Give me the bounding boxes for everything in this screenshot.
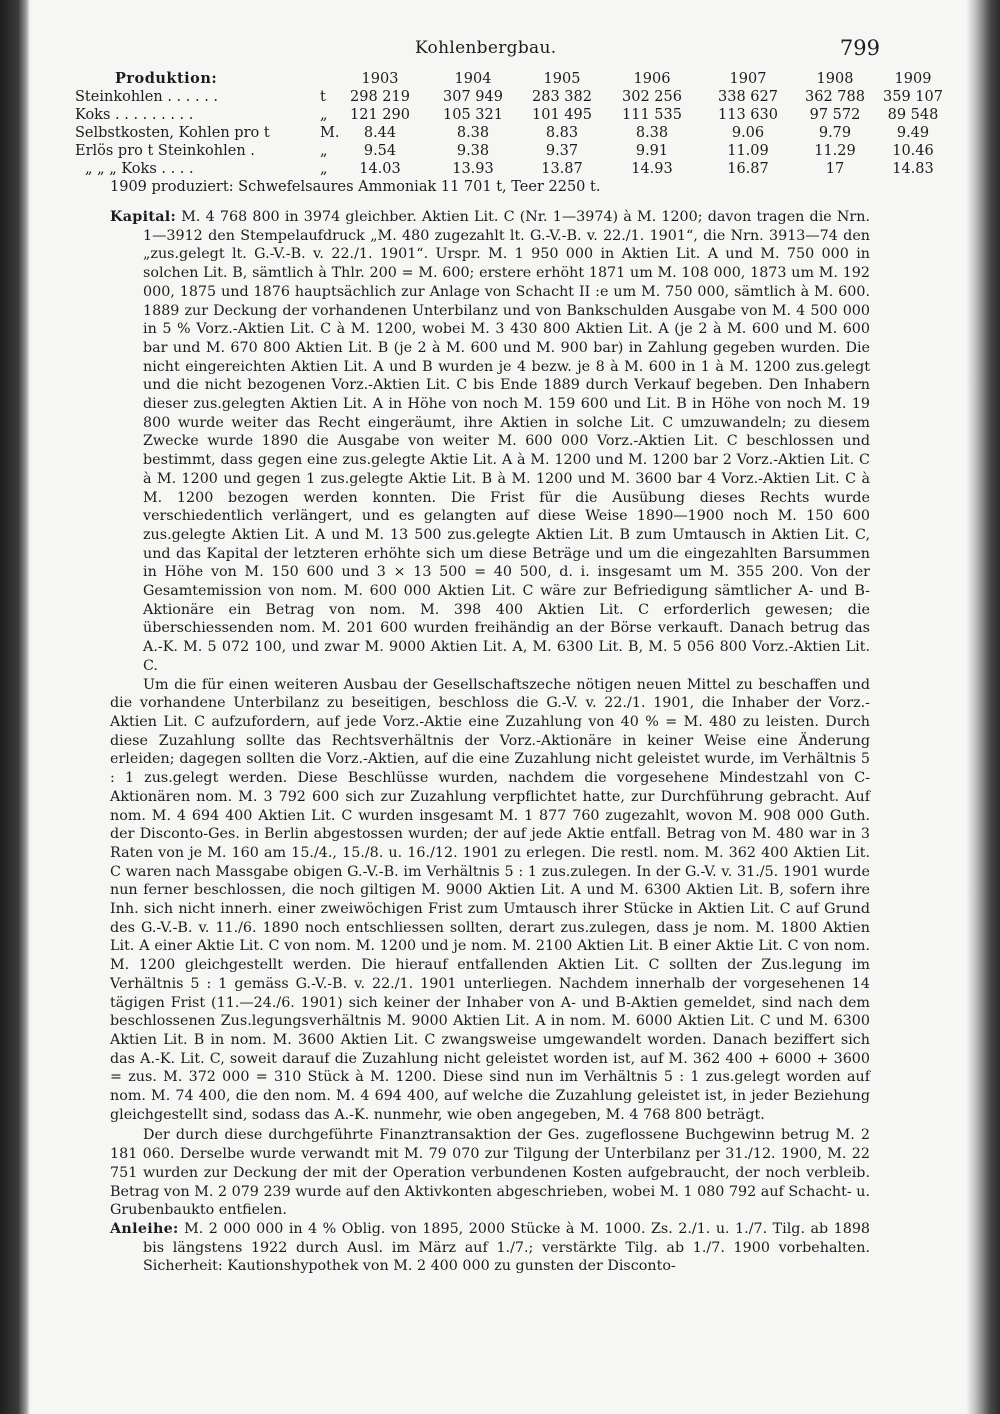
table-cell: 13.87 bbox=[541, 161, 583, 177]
row-unit: „ bbox=[320, 143, 328, 159]
table-cell: 10.46 bbox=[892, 143, 934, 159]
table-cell: 17 bbox=[825, 161, 845, 177]
table-cell: 13.93 bbox=[452, 161, 494, 177]
row-label: „ „ „ Koks . . . . bbox=[85, 161, 194, 177]
table-cell: 89 548 bbox=[887, 107, 939, 123]
table-cell: 338 627 bbox=[718, 89, 778, 105]
page-header bbox=[80, 36, 880, 66]
table-cell: 307 949 bbox=[443, 89, 503, 105]
table-cell: 8.83 bbox=[545, 125, 579, 141]
table-cell: 9.91 bbox=[635, 143, 669, 159]
anleihe-label: Anleihe: bbox=[110, 1220, 179, 1237]
table-cell: 14.93 bbox=[631, 161, 673, 177]
table-cell: 101 495 bbox=[532, 107, 592, 123]
table-cell: 9.38 bbox=[456, 143, 490, 159]
row-unit: „ bbox=[320, 161, 328, 177]
page-number: 799 bbox=[839, 36, 880, 60]
production-table bbox=[75, 70, 943, 196]
table-cell: 11.29 bbox=[814, 143, 856, 159]
table-cell: 9.37 bbox=[545, 143, 579, 159]
production-note: 1909 produziert: Schwefelsaures Ammoniak 11 701 t, Teer 2250 t. bbox=[110, 179, 601, 195]
year-header: 1906 bbox=[633, 71, 671, 87]
paragraph-2: Um die für einen weiteren Ausbau der Gesellschaftszeche nötigen neuen Mittel zu beschaffen und die vorhandene Unterbilanz zu beseitigen, beschloss die G.-V. v. 22./1. 1901, die Inhaber der Vorz.-Aktien Lit. C aufzufordern, auf jede Vorz.-Aktie eine Zuzahlung von 40 % = M. 480 zu leisten. Durch diese Zuzahlung sollte das Rechtsverhältnis der Vorz.-Aktionäre in keiner Weise eine Änderung erleiden; dagegen sollten die Vorz.-Aktien, auf die eine Zuzahlung nicht geleistet wurde, im Verhältnis 5 : 1 zus.gelegt werden. Diese Beschlüsse wurden, nachdem die vorgesehene Mindestzahl von C-Aktionären nom. M. 3 792 600 sich zur Zuzahlung verpflichtet hatte, zur Durchführung gebracht. Auf nom. M. 4 694 400 Aktien Lit. C wurden insgesamt M. 1 877 760 zugezahlt, wovon M. 908 000 Guth. der Disconto-Ges. in Berlin abgestossen wurden; der auf jede Aktie entfall. Betrag von M. 480 war in 3 Raten von je M. 160 am 15./4., 15./8. u. 16./12. 1901 zu erlegen. Die restl. nom. M. 362 400 Aktien Lit. C waren nach Massgabe obigen G.-V.-B. im Verhältnis 5 : 1 zus.zulegen. In der G.-V. v. 31./5. 1901 wurde nun ferner beschlossen, die noch giltigen M. 9000 Aktien Lit. A und M. 6300 Aktien Lit. B, sofern ihre Inh. sich nicht innerh. einer zweiwöchigen Frist zum Umtausch ihrer Stücke in Aktien Lit. C auf Grund des G.-V.-B. v. 11./6. 1890 noch entschliessen sollten, derart zus.zulegen, dass je nom. M. 1800 Aktien Lit. A einer Aktie Lit. C von nom. M. 1200 und je nom. M. 2100 Aktien Lit. B einer Aktie Lit. C von nom. M. 1200 gleichgestellt werden. Die hierauf entfallenden Aktien Lit. C sollten der Zus.legung im Verhältnis 5 : 1 gemäss G.-V.-B. v. 22./1. 1901 unterliegen. Nachdem innerhalb der vorgesehenen 14 tägigen Frist (11.—24./6. 1901) sich keiner der Inhaber von A- und B-Aktien gemeldet, sind nach dem beschlossenen Zus.legungsverhältnis M. 9000 Aktien Lit. A in nom. M. 6000 Aktien Lit. C und M. 6300 Aktien Lit. B in nom. M. 3600 Aktien Lit. C zwangsweise umgewandelt worden. Danach beziffert sich das A.-K. Lit. C, soweit darauf die Zuzahlung nicht geleistet worden ist, auf M. 362 400 + 6000 + 3600 = zus. M. 372 000 = 310 Stück à M. 1200. Diese sind nun im Verhältnis 5 : 1 zus.gelegt worden auf nom. M. 74 400, die den nom. M. 4 694 400, auf welche die Zuzahlung geleistet ist, in jeder Beziehung gleichgestellt sind, sodass das A.-K. nunmehr, wie oben angegeben, M. 4 768 800 beträgt. bbox=[110, 676, 870, 1123]
row-label: Koks . . . . . . . . . bbox=[75, 107, 194, 123]
row-unit: „ bbox=[320, 107, 328, 123]
table-cell: 9.54 bbox=[363, 143, 397, 159]
production-row-koks bbox=[75, 106, 939, 124]
anleihe-text: M. 2 000 000 in 4 % Oblig. von 1895, 2000 Stücke à M. 1000. Zs. 2./1. u. 1./7. Tilg. ab 1898 bis längstens 1922 durch Ausl. im März auf 1./7.; verstärkte Tilg. ab 1./7. 1900 vorbehalten. Sicherheit: Kautionshypothek von M. 2 400 000 zu gunsten der Disconto- bbox=[143, 1220, 871, 1275]
kapital-paragraph bbox=[110, 208, 870, 676]
row-label: Selbstkosten, Kohlen pro t bbox=[75, 125, 270, 141]
table-cell: 16.87 bbox=[727, 161, 769, 177]
anleihe-paragraph bbox=[110, 1220, 870, 1276]
running-title: Kohlenbergbau. bbox=[415, 38, 557, 58]
table-cell: 9.06 bbox=[731, 125, 765, 141]
table-cell: 8.44 bbox=[363, 125, 397, 141]
year-header: 1905 bbox=[543, 71, 581, 87]
table-cell: 11.09 bbox=[727, 143, 769, 159]
table-cell: 14.83 bbox=[892, 161, 934, 177]
table-cell: 359 107 bbox=[883, 89, 943, 105]
table-cell: 362 788 bbox=[805, 89, 865, 105]
table-cell: 111 535 bbox=[622, 107, 682, 123]
table-cell: 8.38 bbox=[635, 125, 669, 141]
year-header: 1904 bbox=[454, 71, 492, 87]
table-cell: 97 572 bbox=[809, 107, 861, 123]
table-cell: 283 382 bbox=[532, 89, 592, 105]
table-cell: 302 256 bbox=[622, 89, 682, 105]
year-header: 1909 bbox=[894, 71, 932, 87]
table-cell: 113 630 bbox=[718, 107, 778, 123]
table-cell: 8.38 bbox=[456, 125, 490, 141]
table-cell: 9.79 bbox=[818, 125, 852, 141]
year-header: 1903 bbox=[361, 71, 399, 87]
row-unit: M. bbox=[320, 125, 340, 141]
production-row-erloes-steinkohlen bbox=[75, 142, 934, 160]
table-cell: 121 290 bbox=[350, 107, 410, 123]
row-label: Steinkohlen . . . . . . bbox=[75, 89, 219, 105]
table-cell: 9.49 bbox=[896, 125, 930, 141]
production-row-erloes-koks bbox=[75, 160, 934, 178]
table-cell: 298 219 bbox=[350, 89, 410, 105]
year-header: 1908 bbox=[816, 71, 854, 87]
page-right-edge-shadow bbox=[966, 0, 1000, 1414]
table-cell: 14.03 bbox=[359, 161, 401, 177]
row-label: Erlös pro t Steinkohlen . bbox=[75, 143, 255, 159]
paragraph-3: Der durch diese durchgeführte Finanztransaktion der Ges. zugeflossene Buchgewinn betrug M. 2 181 060. Derselbe wurde verwandt mit M. 79 070 zur Tilgung der Unterbilanz per 31./12. 1900, M. 22 751 wurden zur Deckung der mit der Operation verbundenen Kosten aufgebraucht, der noch verbleib. Betrag von M. 2 079 239 wurde auf den Aktivkonten abgeschrieben, wobei M. 1 080 792 auf Schacht- u. Grubenbaukto entfielen. bbox=[110, 1127, 870, 1219]
year-header: 1907 bbox=[729, 71, 767, 87]
table-cell: 105 321 bbox=[443, 107, 503, 123]
production-row-selbstkosten bbox=[75, 124, 930, 142]
production-title: Produktion: bbox=[115, 70, 218, 87]
row-unit: t bbox=[320, 89, 326, 105]
production-row-steinkohlen bbox=[75, 88, 943, 106]
kapital-text: M. 4 768 800 in 3974 gleichber. Aktien Lit. C (Nr. 1—3974) à M. 1200; davon tragen die Nrn. 1—3912 den Stempelaufdruck „M. 480 zugezahlt lt. G.-V.-B. v. 22./1. 1901“, die Nrn. 3913—74 den „zus.gelegt lt. G.-V.-B. v. 22./1. 1901“. Urspr. M. 1 950 000 in Aktien Lit. A und M. 750 000 in solchen Lit. B, sämtlich à Thlr. 200 = M. 600; erstere erhöht 1871 um M. 108 000, 1873 um M. 192 000, 1875 und 1876 hauptsächlich zur Anlage von Schacht II :e um M. 750 000, sämtlich à M. 600. 1889 zur Deckung der vorhandenen Unterbilanz und von Bankschulden Ausgabe von M. 4 500 000 in 5 % Vorz.-Aktien Lit. C à M. 1200, wobei M. 3 430 800 Aktien Lit. A (je 2 à M. 600 und M. 600 bar und M. 670 800 Aktien Lit. B (je 2 à M. 600 und M. 900 bar) in Zahlung gegeben wurden. Die nicht eingereichten Aktien Lit. A und B wurden je 4 bezw. je 8 à M. 600 in 1 à M. 1200 zus.gelegt und die nicht bezogenen Vorz.-Aktien Lit. C bis Ende 1889 durch Verkauf begeben. Den Inhabern dieser zus.gelegten Aktien Lit. A in Höhe von noch M. 159 600 und Lit. B in Höhe von noch M. 19 800 wurde weiter das Recht eingeräumt, ihre Aktien in solche Lit. C umzuwandeln; zu diesem Zwecke wurde 1890 die Ausgabe von weiter M. 600 000 Vorz.-Aktien Lit. C beschlossen und bestimmt, dass gegen eine zus.gelegte Aktie Lit. A à M. 1200 und M. 1200 bar 2 Vorz.-Aktien Lit. C à M. 1200 und gegen 1 zus.gelegte Aktie Lit. B à M. 1200 und M. 3600 bar 4 Vorz.-Aktien Lit. C à M. 1200 bezogen werden konnten. Die Frist für die Ausübung dieses Rechts wurde verschiedentlich verlängert, und es gelangten auf diese Weise 1890—1900 noch M. 150 600 zus.gelegte Aktien Lit. A und M. 13 500 zus.gelegte Aktien Lit. B zum Umtausch in Aktien Lit. C, und das Kapital der letzteren erhöhte sich um diese Beträge und um die eingezahlten Barsummen in Höhe von M. 150 600 und 3 × 13 500 = 40 500, d. i. insgesamt um M. 355 200. Von der Gesamtemission von nom. M. 600 000 Aktien Lit. C wäre zur Befriedigung sämtlicher A- und B-Aktionäre ein Betrag von nom. M. 398 400 Aktien Lit. C erforderlich gewesen; die überschiessenden nom. M. 201 600 wurden freihändig an der Börse verkauft. Danach betrug das A.-K. M. 5 072 100, und zwar M. 9000 Aktien Lit. A, M. 6300 Lit. B, M. 5 056 800 Vorz.-Aktien Lit. C. bbox=[143, 209, 871, 674]
production-header-row bbox=[75, 70, 932, 88]
page-left-edge-shadow bbox=[0, 0, 30, 1414]
kapital-label: Kapital: bbox=[110, 209, 177, 225]
body-text bbox=[110, 208, 870, 1276]
